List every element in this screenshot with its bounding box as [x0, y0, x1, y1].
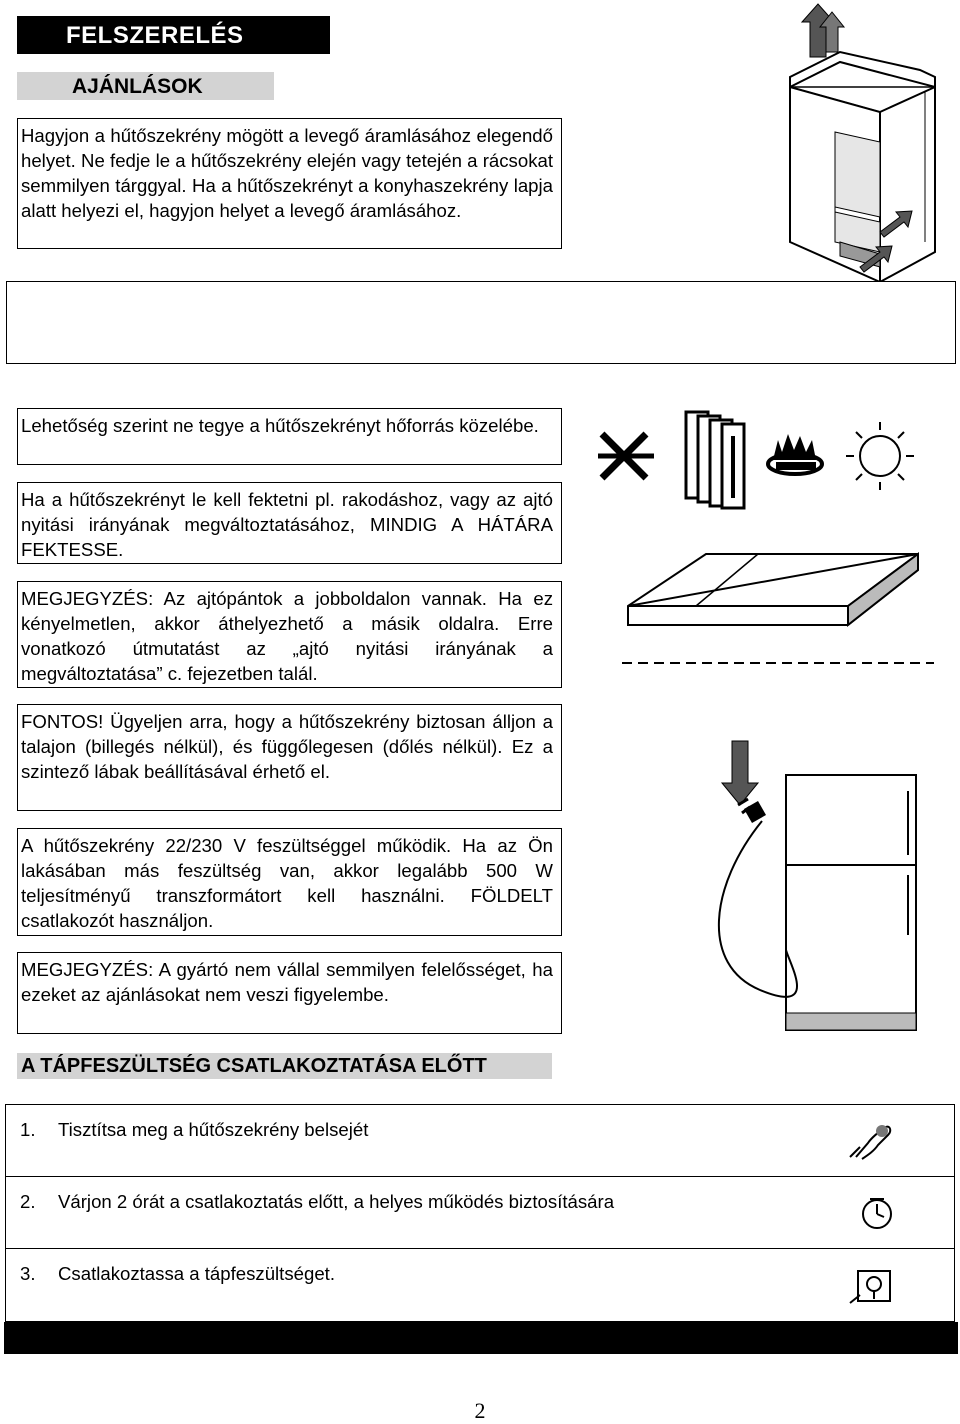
airflow-note-text: Hagyjon a hűtőszekrény mögött a levegő áramlásához elegendő helyet. Ne fedje le a hűtőszekrény elején vagy tetején a rácsokat semmilyen tárggyal. Ha a hűtőszekrényt a konyhaszekrény lapja alatt helyezi el, hagyjon helyet a levegő áramlásához. — [21, 125, 553, 221]
voltage-note-text: A hűtőszekrény 22/230 V feszültséggel működik. Ha az Ön lakásában más feszültség van, akkor legalább 500 W teljesítményű transzformátort kell használni. FÖLDELT csatlakozót használjon. — [21, 835, 553, 931]
step-text: Várjon 2 órát a csatlakoztatás előtt, a helyes működés biztosítására — [58, 1191, 615, 1212]
step-number: 3. — [20, 1263, 36, 1284]
step-row-1 — [5, 1104, 955, 1177]
fridge-plug-illustration — [700, 735, 940, 1035]
down-arrow-icon — [722, 741, 758, 805]
liability-note-text: MEGJEGYZÉS: A gyártó nem vállal semmilyen felelősséget, ha ezeket az ajánlásokat nem veszi figyelembe. — [21, 959, 553, 1005]
step-text: Csatlakoztassa a tápfeszültséget. — [58, 1263, 335, 1284]
section-heading-recommendations: AJÁNLÁSOK — [17, 72, 274, 100]
leveling-note-box — [17, 704, 562, 811]
heat-source-note-box — [17, 408, 562, 465]
liability-note-box — [17, 952, 562, 1034]
empty-box — [6, 281, 956, 364]
fridge-lying-illustration — [618, 550, 938, 670]
step-row-2 — [5, 1176, 955, 1249]
footer-bar — [4, 1322, 958, 1354]
plug-socket-icon — [848, 1267, 894, 1307]
step-text: Tisztítsa meg a hűtőszekrény belsejét — [58, 1119, 369, 1140]
lay-down-note-text: Ha a hűtőszekrényt le kell fektetni pl. rakodáshoz, vagy az ajtó nyitási irányának megváltoztatásához, MINDIG A HÁTÁRA FEKTESSE. — [21, 489, 553, 560]
plug-icon — [738, 799, 766, 823]
no-heat-cross-icon — [598, 434, 654, 478]
lay-down-note-box — [17, 482, 562, 564]
page-title: FELSZERELÉS — [17, 16, 330, 54]
fridge-ventilation-illustration — [780, 2, 940, 282]
airflow-note-box — [17, 118, 562, 249]
radiator-icon — [686, 412, 744, 508]
clock-icon — [860, 1197, 894, 1231]
sun-icon — [846, 422, 914, 490]
heat-source-note-text: Lehetőség szerint ne tegye a hűtőszekrényt hőforrás közelébe. — [21, 415, 539, 436]
hinge-note-text: MEGJEGYZÉS: Az ajtópántok a jobboldalon vannak. Ha ez kényelmetlen, akkor áthelyezhető a másik oldalra. Erre vonatkozó útmutatást az „ajtó nyitási irányának a megváltoztatása” c. fejezetben talál. — [21, 588, 553, 684]
up-arrow-icon — [802, 4, 844, 57]
step-number: 1. — [20, 1119, 36, 1140]
page-number: 2 — [474, 1398, 486, 1423]
leveling-note-text: FONTOS! Ügyeljen arra, hogy a hűtőszekrény biztosan álljon a talajon (billegés nélkül), és függőlegesen (dőlés nélkül). Ez a szintező lábak beállításával érhető el. — [21, 711, 553, 782]
cleaning-hand-icon — [846, 1117, 894, 1161]
section-heading-before-power: A TÁPFESZÜLTSÉG CSATLAKOZTATÁSA ELŐTT — [17, 1053, 552, 1079]
voltage-note-box — [17, 828, 562, 936]
step-row-3 — [5, 1248, 955, 1322]
step-number: 2. — [20, 1191, 36, 1212]
heat-sources-illustration — [598, 400, 918, 510]
gas-flame-icon — [768, 434, 822, 474]
hinge-note-box — [17, 581, 562, 688]
